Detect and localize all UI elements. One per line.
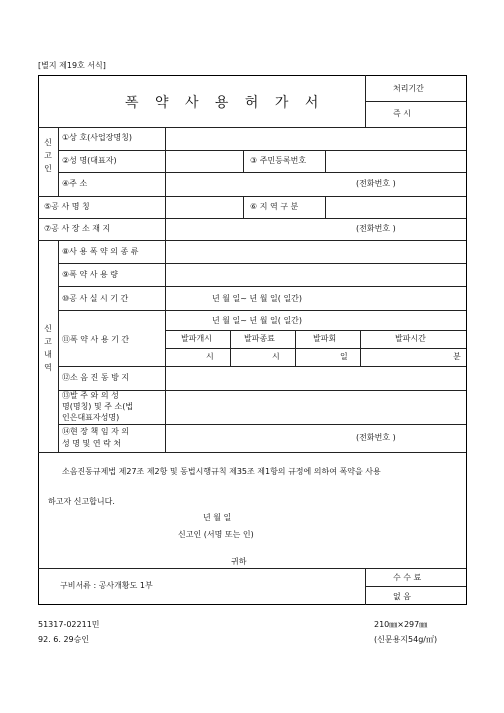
blast-end-label: 발파종료 <box>244 334 275 343</box>
field-phone3: (전화번호 ) <box>356 433 396 442</box>
noise-measures-label: ⑫소 음 진 동 방 지 <box>62 373 130 382</box>
processing-period-label: 처리기간 <box>393 84 424 93</box>
footer-paper: (신문용지54g/㎡) <box>374 635 438 644</box>
blast-count-label: 발파회 <box>313 334 337 343</box>
explosive-amount-label: ⑨폭 약 사 용 량 <box>62 270 118 279</box>
processing-period-value: 즉 시 <box>393 109 411 118</box>
field-region-label: ⑥ 지 역 구 분 <box>250 202 299 211</box>
date-line: 년 월 일 <box>203 513 232 522</box>
blast-time-label: 발파시간 <box>395 334 426 343</box>
unit-hour-1: 시 <box>206 352 214 361</box>
footer-approval: 92. 6. 29승인 <box>38 635 90 644</box>
field-rep-label: ②성 명(대표자) <box>62 156 117 165</box>
fee-label: 수 수 료 <box>393 573 422 582</box>
manager-line-1: ⑭현 장 책 임 자 의 <box>62 427 130 436</box>
applicant-sign: 신고인 (서명 또는 인) <box>178 530 254 539</box>
unit-min: 분 <box>453 352 461 361</box>
unit-day: 일 <box>340 352 348 361</box>
construction-period-value: 년 월 일~ 년 월 일( 일간) <box>212 294 303 303</box>
declaration-line-2: 하고자 신고합니다. <box>48 497 115 506</box>
footer-code: 51317-02211민 <box>38 620 100 629</box>
footer-size: 210㎜×297㎜ <box>374 620 428 629</box>
blast-start-label: 발파개시 <box>181 334 212 343</box>
field-phone1: (전화번호 ) <box>356 179 396 188</box>
construction-period-label: ⑩공 사 실 시 기 간 <box>62 294 129 303</box>
fee-value: 없 음 <box>393 592 411 601</box>
field-name-label: ①상 호(사업장명칭) <box>62 133 133 142</box>
field-resident-no-label: ③ 주민등록번호 <box>250 156 307 165</box>
content-group-label: 신고내역 <box>44 324 52 372</box>
attachments: 구비서류 : 공사개황도 1부 <box>60 581 153 590</box>
recipient: 귀하 <box>231 557 247 566</box>
field-work-site-label: ⑦공 사 장 소 재 지 <box>44 224 111 233</box>
declaration-line-1: 소음진동규제법 제27조 제2항 및 동법시행규칙 제35조 제1항의 규정에 의하여 폭약을 사용 <box>62 467 381 476</box>
form-title: 폭 약 사 용 허 가 서 <box>125 95 325 111</box>
field-work-name-label: ⑤공 사 명 칭 <box>44 202 90 211</box>
unit-hour-2: 시 <box>272 352 280 361</box>
executor-line-1: ⑬발 주 와 의 성 <box>62 391 119 400</box>
applicant-group-label: 신고인 <box>44 138 52 173</box>
use-period-label: ⑪폭 약 사 용 기 간 <box>62 335 130 344</box>
field-address-label: ④주 소 <box>62 179 88 188</box>
form-number: [별지 제19호 서식] <box>38 61 106 70</box>
field-phone2: (전화번호 ) <box>356 224 396 233</box>
manager-line-2: 성 명 및 연 락 처 <box>62 439 122 448</box>
explosive-type-label: ⑧사 용 폭 약 의 종 류 <box>62 247 139 256</box>
executor-line-2: 명(명칭) 및 주 소(법 <box>62 402 134 411</box>
use-period-value: 년 월 일~ 년 월 일( 일간) <box>212 316 303 325</box>
executor-line-3: 인은대표자성명) <box>62 413 120 422</box>
